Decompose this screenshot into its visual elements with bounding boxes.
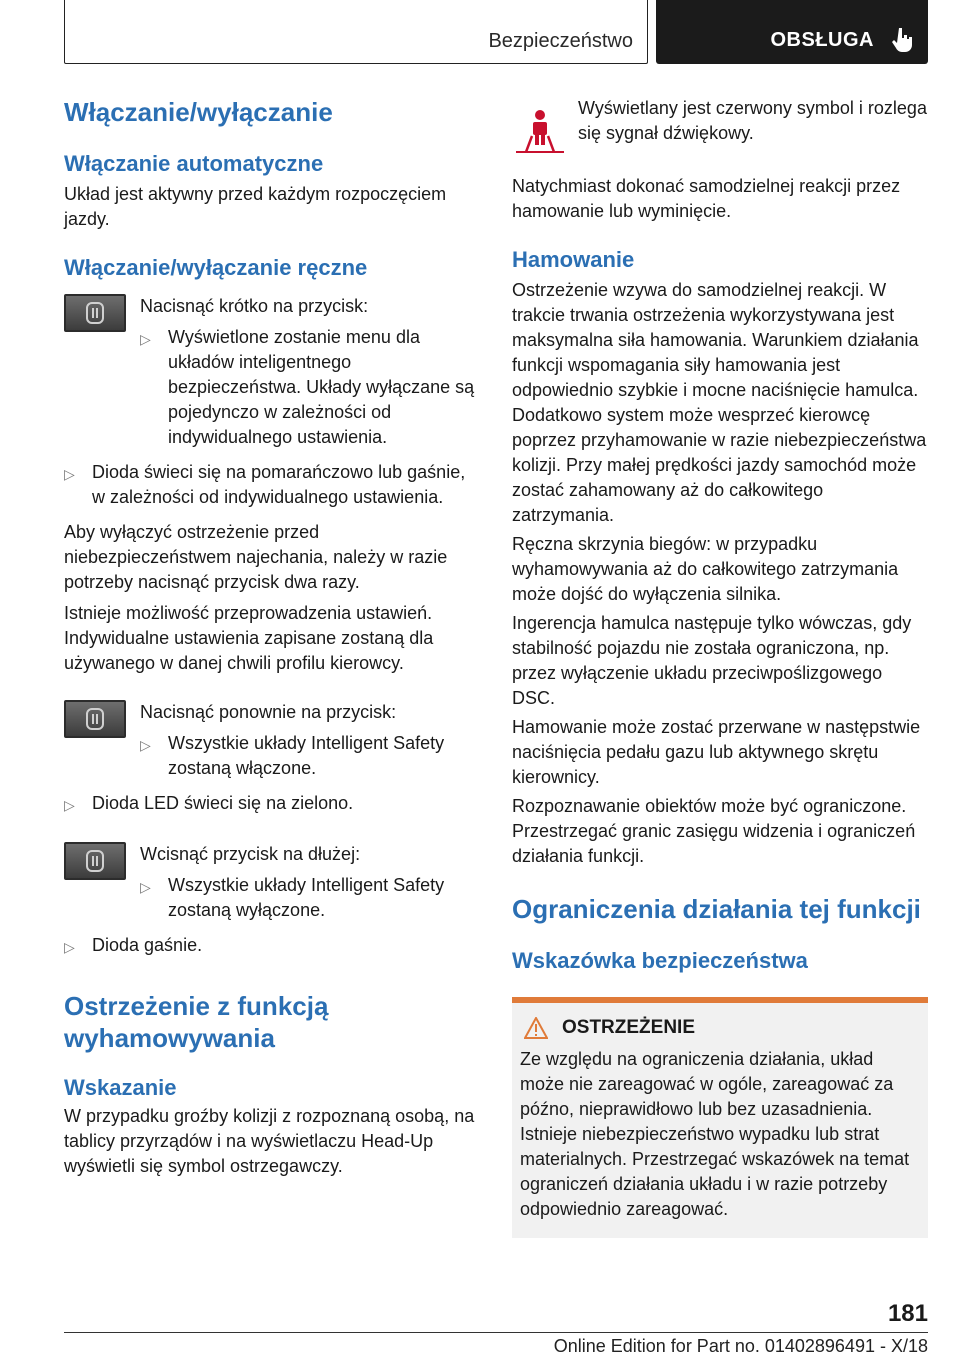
triangle-bullet-icon: ▷	[140, 737, 151, 753]
auto-text: Układ jest aktywny przed każdym rozpoczęciem jazdy.	[64, 184, 447, 229]
braking-para-4: Hamowanie może zostać przerwane w następstwie naciśnięcia pedału gazu lub aktywnego skrętu kierownicy.	[512, 717, 921, 787]
step-press-long	[64, 842, 480, 923]
heading-manual: Włączanie/wyłączanie ręczne	[64, 255, 368, 280]
step1-bullet: ▷ Wyświetlone zostanie menu dla układów inteligentnego bezpieczeństwa. Układy wyłączane są pojedynczo w zależności od indywidualnego ustawienia.	[140, 325, 480, 450]
braking-para-5: Rozpoznawanie obiektów może być ograniczone. Przestrzegać granic zasięgu widzenia i ograniczeń działania funkcji.	[512, 796, 916, 866]
braking-para-3: Ingerencja hamulca następuje tylko wówczas, gdy stabilność pojazdu nie została ograniczona, np. przez wyłączenie układu przeciwpoślizgowego DSC.	[512, 613, 912, 708]
warning-triangle-icon	[524, 1017, 548, 1039]
triangle-bullet-icon: ▷	[64, 466, 75, 482]
step2-bullet: ▷ Wszystkie układy Intelligent Safety zostaną włączone.	[140, 731, 480, 781]
step3-text: Wcisnąć przycisk na dłużej:	[140, 844, 361, 864]
heading-warning-braking: Ostrzeżenie z funkcją wyhamowywania	[64, 991, 329, 1053]
chapter-label: OBSŁUGA	[770, 29, 874, 51]
section-tab	[64, 0, 648, 64]
safety-button-image	[64, 700, 126, 738]
right-column	[512, 96, 928, 1238]
section-label: Bezpieczeństwo	[488, 30, 633, 52]
react-text: Natychmiast dokonać samodzielnej reakcji przez hamowanie lub wyminięcie.	[512, 176, 901, 221]
para-double-press: Aby wyłączyć ostrzeżenie przed niebezpieczeństwem najechania, należy w razie potrzeby nacisnąć przycisk dwa razy.	[64, 522, 448, 592]
pedestrian-warning-icon	[512, 106, 568, 154]
heading-on-off: Włączanie/wyłączanie	[64, 97, 333, 127]
left-column	[64, 96, 480, 1179]
led-info-1: ▷ Dioda świeci się na pomarańczowo lub gaśnie, w zależności od indywidualnego ustawienia.	[64, 460, 480, 510]
para-settings: Istnieje możliwość przeprowadzenia ustawień. Indywidualne ustawienia zapisane zostaną dla używanego w danej chwili profilu kierowcy.	[64, 603, 434, 673]
step-press-short	[64, 294, 480, 450]
braking-para-1: Ostrzeżenie wzywa do samodzielnej reakcji. W trakcie trwania ostrzeżenia wykorzystywana jest maksymalna siła hamowania. Warunkiem działania funkcji wspomagania siły hamowania jest odpowiednio szybkie i mocne naciśnięcie hamulca. Dodatkowo system może wesprzeć kierowcę poprzez przyhamowanie w razie niebezpieczeństwa kolizji. Przy małej prędkości jazdy samochód może zostać zahamowany aż do całkowitego zatrzymania.	[512, 280, 927, 525]
triangle-bullet-icon: ▷	[64, 939, 75, 955]
driver-assist-icon	[86, 302, 104, 324]
edition-line: Online Edition for Part no. 01402896491 - X/18	[553, 1336, 928, 1356]
heading-auto: Włączanie automatyczne	[64, 151, 324, 176]
warning-box	[512, 997, 928, 1238]
indication-text: W przypadku groźby kolizji z rozpoznaną osobą, na tablicy przyrządów i na wyświetlaczu Head-Up wyświetli się symbol ostrzegawczy.	[64, 1106, 475, 1176]
step1-text: Nacisnąć krótko na przycisk:	[140, 296, 369, 316]
driver-assist-icon	[86, 708, 104, 730]
page-header	[64, 0, 928, 66]
step2-text: Nacisnąć ponownie na przycisk:	[140, 702, 397, 722]
heading-safety-note: Wskazówka bezpieczeństwa	[512, 948, 808, 973]
hand-pointer-icon	[890, 26, 916, 54]
heading-indication: Wskazanie	[64, 1075, 177, 1100]
driver-assist-icon	[86, 850, 104, 872]
symbol-row	[512, 96, 928, 154]
led-info-3: ▷ Dioda gaśnie.	[64, 933, 480, 960]
heading-limits: Ograniczenia działania tej funkcji	[512, 894, 921, 924]
heading-braking: Hamowanie	[512, 247, 635, 272]
symbol-text: Wyświetlany jest czerwony symbol i rozlega się sygnał dźwiękowy.	[578, 98, 927, 143]
led-info-2: ▷ Dioda LED świeci się na zielono.	[64, 791, 480, 818]
step3-bullet: ▷ Wszystkie układy Intelligent Safety zostaną wyłączone.	[140, 873, 480, 923]
step-press-again	[64, 700, 480, 781]
triangle-bullet-icon: ▷	[64, 797, 75, 813]
safety-button-image	[64, 842, 126, 880]
page-number: 181	[887, 1300, 928, 1327]
braking-para-2: Ręczna skrzynia biegów: w przypadku wyhamowywania aż do całkowitego zatrzymania może dojść do wyłączenia silnika.	[512, 534, 899, 604]
warning-header	[520, 1017, 920, 1039]
footer-divider	[64, 1332, 928, 1333]
chapter-tab	[656, 0, 928, 64]
triangle-bullet-icon: ▷	[140, 879, 151, 895]
warning-text: Ze względu na ograniczenia działania, układ może nie zareagować w ogóle, zareagować za późno, nieprawidłowo lub bez uzasadnienia. Istnieje niebezpieczeństwo wypadku lub strat materialnych. Przestrzegać wskazówek na temat ograniczeń działania układu i w razie potrzeby odpowiednio zareagować.	[520, 1049, 910, 1219]
warning-title: OSTRZEŻENIE	[562, 1017, 696, 1038]
triangle-bullet-icon: ▷	[140, 331, 151, 347]
safety-button-image	[64, 294, 126, 332]
